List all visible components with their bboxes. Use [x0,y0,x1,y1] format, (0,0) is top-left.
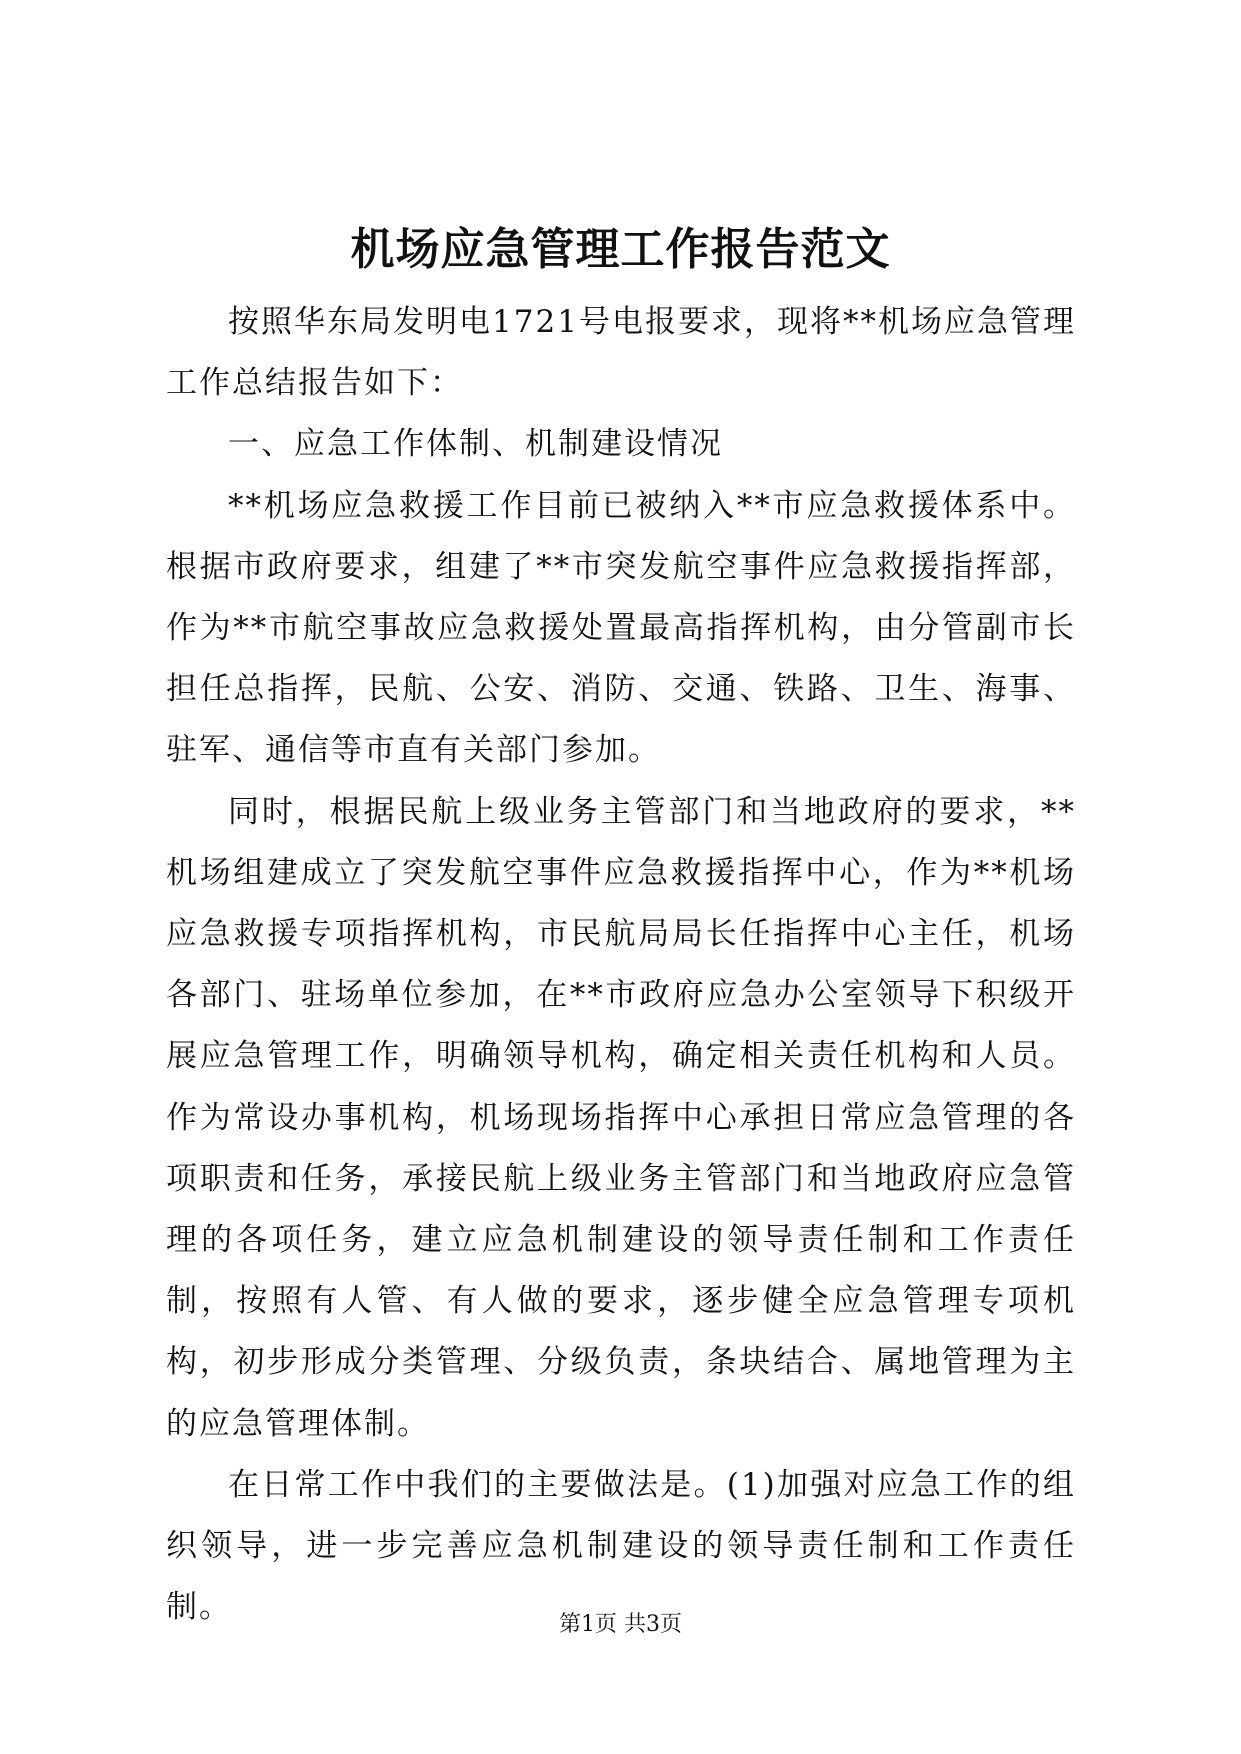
paragraph-practice: 在日常工作中我们的主要做法是。(1)加强对应急工作的组织领导，进一步完善应急机制建设的领导责任制和工作责任制。 [166,1466,1076,1626]
paragraph-system: **机场应急救援工作目前已被纳入**市应急救援体系中。根据市政府要求，组建了**市突发航空事件应急救援指挥部，作为**市航空事故应急救援处置最高指挥机构，由分管副市长担任总指挥，民航、公安、消防、交通、铁路、卫生、海事、驻军、通信等市直有关部门参加。 [166,487,1076,769]
document-body [166,292,1076,1638]
document-title: 机场应急管理工作报告范文 [350,224,891,275]
paragraph-intro: 按照华东局发明电1721号电报要求，现将**机场应急管理工作总结报告如下： [166,304,1076,402]
page-number: 第1页 共3页 [559,1612,682,1637]
section-heading: 一、应急工作体制、机制建设情况 [228,426,723,463]
paragraph-center: 同时，根据民航上级业务主管部门和当地政府的要求，**机场组建成立了突发航空事件应急救援指挥中心，作为**机场应急救援专项指挥机构，市民航局局长任指挥中心主任，机场各部门、驻场单位参加，在**市政府应急办公室领导下积级开展应急管理工作，明确领导机构，确定相关责任机构和人员。作为常设办事机构，机场现场指挥中心承担日常应急管理的各项职责和任务，承接民航上级业务主管部门和当地政府应急管理的各项任务，建立应急机制建设的领导责任制和工作责任制，按照有人管、有人做的要求，逐步健全应急管理专项机构，初步形成分类管理、分级负责，条块结合、属地管理为主的应急管理体制。 [166,793,1076,1442]
